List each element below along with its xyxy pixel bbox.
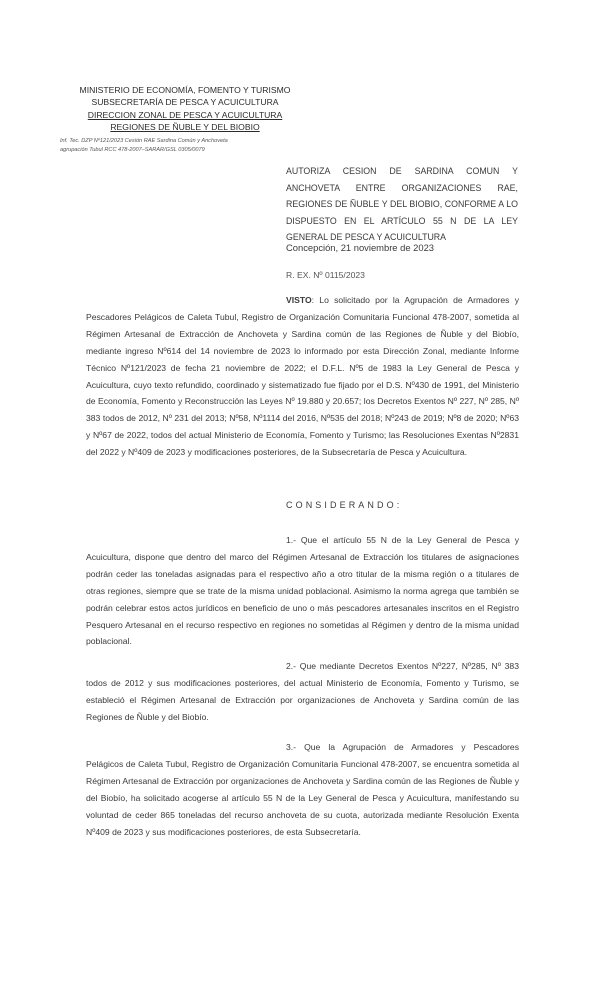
resolution-number: R. EX. Nº 0115/2023 (286, 270, 365, 280)
header-ministry: MINISTERIO DE ECONOMÍA, FOMENTO Y TURISMO (79, 85, 291, 95)
visto-text: : Lo solicitado por la Agrupación de Armadores y Pescadores Pelágicos de Caleta Tubul, Registro de Organización Comunitaria Funcional 478-2007, sometida al Régimen Artesanal de Extracción de Anchoveta y Sardina común de las Regiones de Ñuble y del Biobío, mediante ingreso Nº614 del 14 noviembre de 2023 lo informado por esta Dirección Zonal, mediante Informe Técnico Nº121/2023 de fecha 21 noviembre de 2022; el D.F.L. Nº5 de 1983 la Ley General de Pesca y Acuicultura, cuyo texto refundido, coordinado y sistematizado fue fijado por el D.S. Nº430 de 1991, del Ministerio de Economía, Fomento y Reconstrucción las Leyes Nº 19.880 y 20.657; los Decretos Exentos Nº 227, Nº 285, Nº 383 todos de 2012, Nº 231 del 2013; Nº58, Nº1114 del 2016, Nº535 del 2018; Nº243 de 2019; Nº8 de 2020; Nº63 y Nº67 de 2022, todos del actual Ministerio de Economía, Fomento y Turismo; las Resoluciones Exentas Nº2831 del 2022 y Nº409 de 2023 y modificaciones posteriores, de la Subsecretaría de Pesca y Acuicultura. (86, 295, 519, 458)
reference-block (60, 137, 320, 155)
header-zonal-direction: DIRECCION ZONAL DE PESCA Y ACUICULTURA (87, 109, 283, 120)
reference-line-2: agrupación Tubul RCC 478-2007–SARAR/GSL 0305/0079 (60, 147, 205, 153)
considerando-paragraph-3: 3.- Que la Agrupación de Armadores y Pescadores Pelágicos de Caleta Tubul, Registro de Organización Comunitaria Funcional 478-2007, se encuentra sometida al Régimen Artesanal de Extracción por organizaciones de Anchoveta y Sardina común de las Regiones de Ñuble y del Biobío, ha solicitado acogerse al artículo 55 N de la Ley General de Pesca y Acuicultura, manifestando su voluntad de ceder 865 toneladas del recurso anchoveta de su cuota, autorizada mediante Resolución Exenta Nº409 de 2023 y sus modificaciones posteriores, de esta Subsecretaría. (86, 742, 519, 837)
resolution-subject: AUTORIZA CESION DE SARDINA COMUN Y ANCHOVETA ENTRE ORGANIZACIONES RAE, REGIONES DE ÑUBLE Y DEL BIOBIO, CONFORME A LO DISPUESTO EN EL ARTÍCULO 55 N DE LA LEY GENERAL DE PESCA Y ACUICULTURA (286, 166, 518, 243)
considerando-paragraph-2: 2.- Que mediante Decretos Exentos Nº227, Nº285, Nº 383 todos de 2012 y sus modificaciones posteriores, del actual Ministerio de Economía, Fomento y Turismo, se estableció el Régimen Artesanal de Extracción por organizaciones de Anchoveta y Sardina común de las Regiones de Ñuble y del Biobío. (86, 661, 519, 722)
header-regions: REGIONES DE ÑUBLE Y DEL BIOBIO (110, 122, 260, 133)
considerando-paragraph-1: 1.- Que el artículo 55 N de la Ley General de Pesca y Acuicultura, dispone que dentro del marco del Régimen Artesanal de Extracción los titulares de asignaciones podrán ceder las toneladas asignadas para el respectivo año a otro titular de la misma región o a titulares de otras regiones, siempre que se trate de la misma unidad poblacional. Asimismo la norma agrega que también se podrán celebrar estos actos jurídicos en beneficio de uno o más pescadores artesanales inscritos en el Registro Pesquero Artesanal en el recurso respectivo en regiones no sometidas al Régimen y dentro de la misma unidad poblacional. (86, 535, 519, 647)
ministry-header (60, 84, 310, 134)
visto-lead: VISTO (286, 295, 312, 305)
visto-paragraph (86, 292, 519, 461)
considerando-title: CONSIDERANDO: (286, 500, 403, 510)
reference-line-1: Inf. Tec. DZP Nº121/2023 Cesión RAE Sardina Común y Anchoveta (60, 138, 228, 144)
header-subsecretariat: SUBSECRETARÍA DE PESCA Y ACUICULTURA (91, 97, 279, 108)
place-date: Concepción, 21 noviembre de 2023 (286, 242, 435, 253)
